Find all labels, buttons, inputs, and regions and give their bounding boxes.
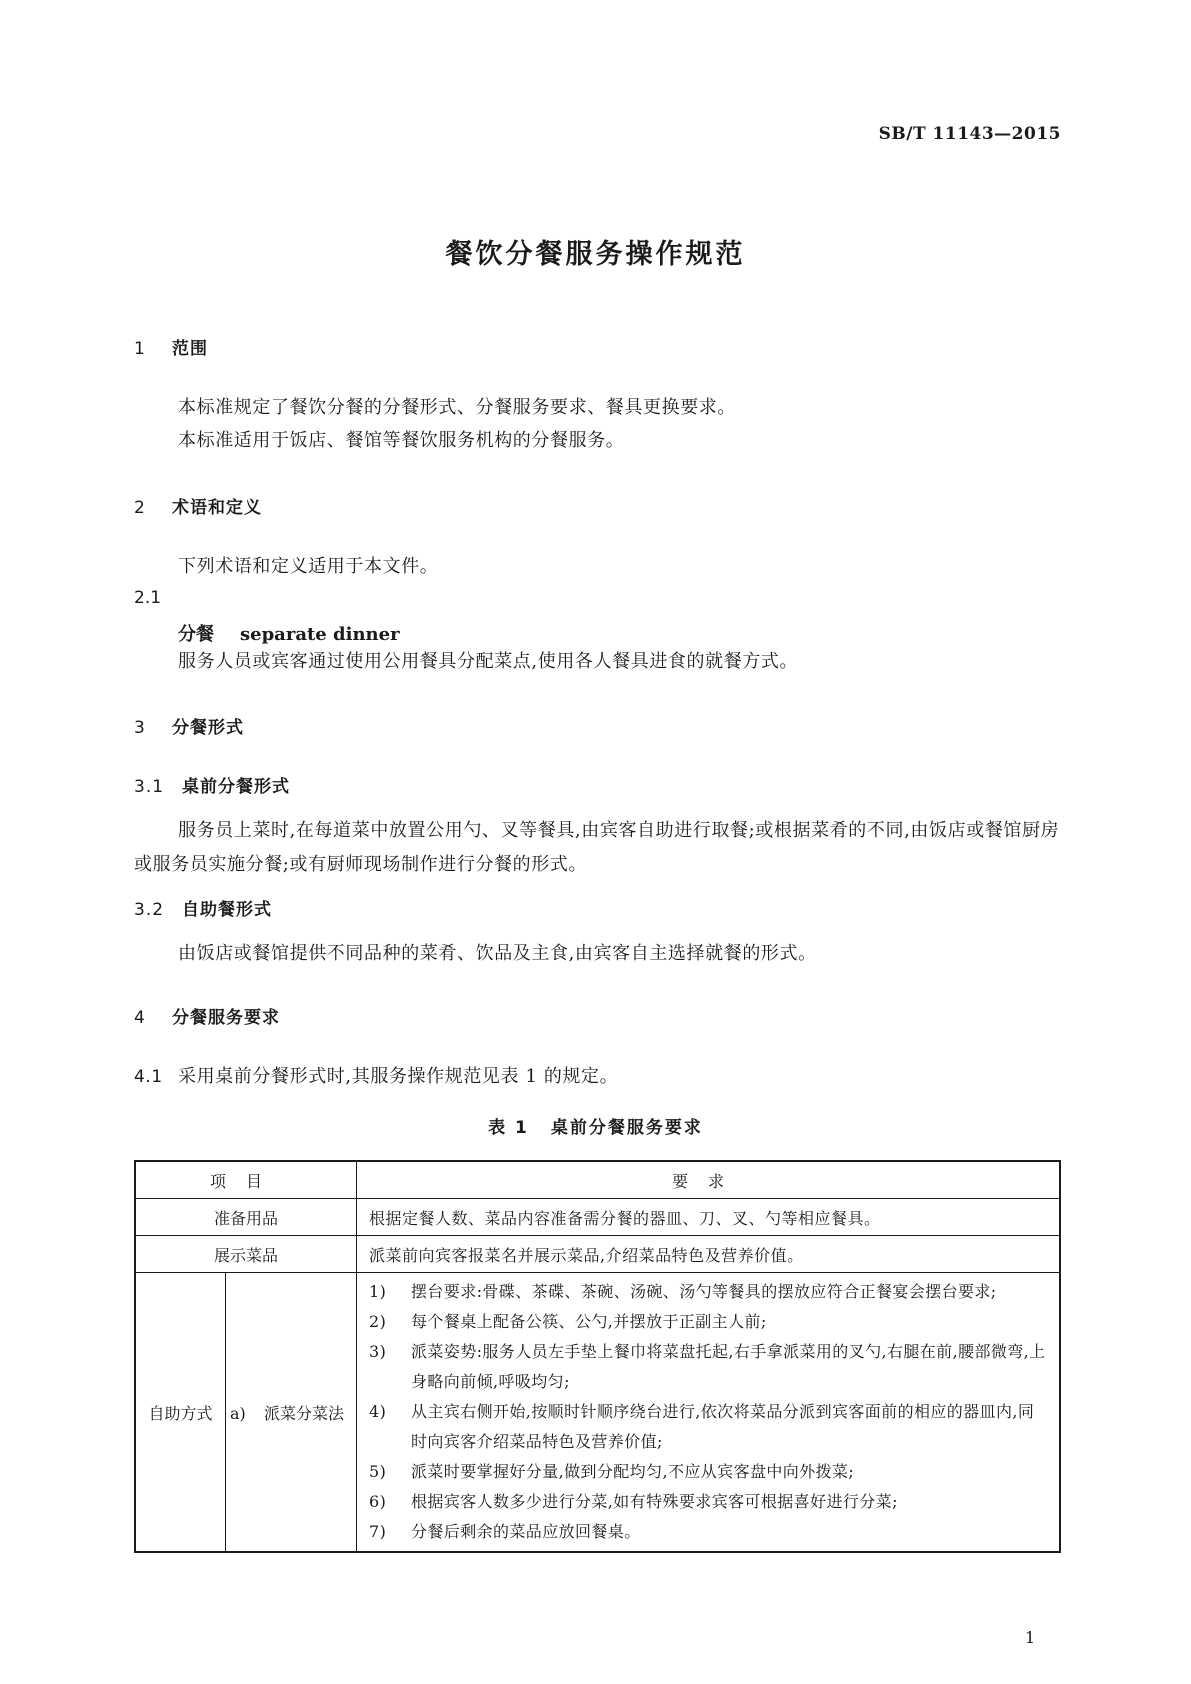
list-item — [369, 1487, 1049, 1517]
row-item: 展示菜品 — [135, 1236, 357, 1273]
clause-4-1 — [134, 1060, 618, 1094]
page-number: 1 — [1025, 1628, 1036, 1647]
step-text: 从主宾右侧开始,按顺时针顺序绕台进行,依次将菜品分派到宾客面前的相应的器皿内,同时向宾客介绍菜品特色及营养价值; — [411, 1402, 1035, 1451]
section-title: 分餐形式 — [172, 718, 244, 738]
section-1-heading — [134, 334, 208, 359]
clause-number: 4.1 — [134, 1067, 163, 1087]
subsection-3-1-heading — [134, 772, 290, 797]
method-name: 派菜分菜法 — [264, 1403, 345, 1423]
subsection-title: 桌前分餐形式 — [182, 777, 290, 797]
section-2-heading — [134, 493, 262, 518]
header-requirement: 要求 — [357, 1161, 1061, 1199]
subsection-3-1-paragraph: 服务员上菜时,在每道菜中放置公用勺、叉等餐具,由宾客自助进行取餐;或根据菜肴的不同,由饭店或餐馆厨房或服务员实施分餐;或有厨师现场制作进行分餐的形式。 — [134, 820, 1060, 875]
table-caption-title: 桌前分餐服务要求 — [550, 1118, 703, 1138]
term-cn: 分餐 — [178, 624, 214, 645]
step-text: 根据宾客人数多少进行分菜,如有特殊要求宾客可根据喜好进行分菜; — [411, 1492, 898, 1511]
clause-text: 采用桌前分餐形式时,其服务操作规范见表 1 的规定。 — [178, 1066, 619, 1087]
table-caption-label: 表 1 — [488, 1118, 529, 1138]
step-text: 每个餐桌上配备公筷、公勺,并摆放于正副主人前; — [411, 1312, 767, 1331]
section-title: 术语和定义 — [172, 498, 262, 518]
subsection-3-2-paragraph: 由饭店或餐馆提供不同品种的菜肴、饮品及主食,由宾客自主选择就餐的形式。 — [178, 943, 817, 964]
row-requirement: 根据定餐人数、菜品内容准备需分餐的器皿、刀、叉、勺等相应餐具。 — [357, 1199, 1061, 1236]
service-requirements-table — [134, 1160, 1061, 1553]
section-title: 范围 — [172, 339, 208, 359]
row-item: 准备用品 — [135, 1199, 357, 1236]
document-title: 餐饮分餐服务操作规范 — [445, 239, 746, 270]
section-number: 1 — [134, 339, 146, 359]
subsection-number: 3.2 — [134, 900, 165, 920]
section-number: 3 — [134, 718, 146, 738]
step-number: 6) — [369, 1492, 387, 1511]
step-text: 摆台要求:骨碟、茶碟、茶碗、汤碗、汤勺等餐具的摆放应符合正餐宴会摆台要求; — [411, 1282, 997, 1301]
table-caption — [0, 1113, 1191, 1138]
step-text: 分餐后剩余的菜品应放回餐桌。 — [411, 1522, 641, 1541]
method-cell — [226, 1273, 357, 1553]
step-text: 派菜时要掌握好分量,做到分配均匀,不应从宾客盘中向外拨菜; — [411, 1462, 855, 1481]
list-item — [369, 1397, 1049, 1457]
list-item — [369, 1307, 1049, 1337]
step-text: 派菜姿势:服务人员左手垫上餐巾将菜盘托起,右手拿派菜用的叉勺,右腿在前,腰部微弯,上身略向前倾,呼吸均匀; — [411, 1342, 1046, 1391]
section-2-intro: 下列术语和定义适用于本文件。 — [178, 556, 439, 577]
subsection-3-2-heading — [134, 895, 272, 920]
table-row — [135, 1236, 1060, 1273]
term-number: 2.1 — [134, 588, 162, 608]
header-item: 项目 — [135, 1161, 357, 1199]
section-3-heading — [134, 713, 244, 738]
subsection-number: 3.1 — [134, 777, 165, 797]
step-number: 2) — [369, 1312, 387, 1331]
section-number: 2 — [134, 498, 146, 518]
list-item — [369, 1337, 1049, 1397]
term-en: separate dinner — [240, 624, 400, 645]
steps-cell — [357, 1273, 1061, 1553]
table-row — [135, 1273, 1060, 1553]
term-heading — [178, 620, 400, 646]
section-title: 分餐服务要求 — [172, 1008, 280, 1028]
step-number: 7) — [369, 1522, 387, 1541]
method-marker: a) — [230, 1403, 246, 1423]
list-item — [369, 1277, 1049, 1307]
step-number: 1) — [369, 1282, 387, 1301]
subsection-title: 自助餐形式 — [182, 900, 272, 920]
standard-id: SB/T 11143—2015 — [878, 124, 1061, 144]
step-number: 3) — [369, 1342, 387, 1361]
steps-list — [357, 1273, 1059, 1551]
list-item — [369, 1517, 1049, 1547]
step-number: 4) — [369, 1402, 387, 1421]
section-4-heading — [134, 1003, 280, 1028]
mode-cell: 自助方式 — [135, 1273, 226, 1553]
section-1-paragraph-1: 本标准规定了餐饮分餐的分餐形式、分餐服务要求、餐具更换要求。 — [178, 397, 736, 418]
section-number: 4 — [134, 1008, 146, 1028]
list-item — [369, 1457, 1049, 1487]
table-header-row — [135, 1161, 1060, 1199]
section-1-paragraph-2: 本标准适用于饭店、餐馆等餐饮服务机构的分餐服务。 — [178, 430, 625, 451]
row-requirement: 派菜前向宾客报菜名并展示菜品,介绍菜品特色及营养价值。 — [357, 1236, 1061, 1273]
table-row — [135, 1199, 1060, 1236]
step-number: 5) — [369, 1462, 387, 1481]
term-definition: 服务人员或宾客通过使用公用餐具分配菜点,使用各人餐具进食的就餐方式。 — [178, 651, 799, 672]
